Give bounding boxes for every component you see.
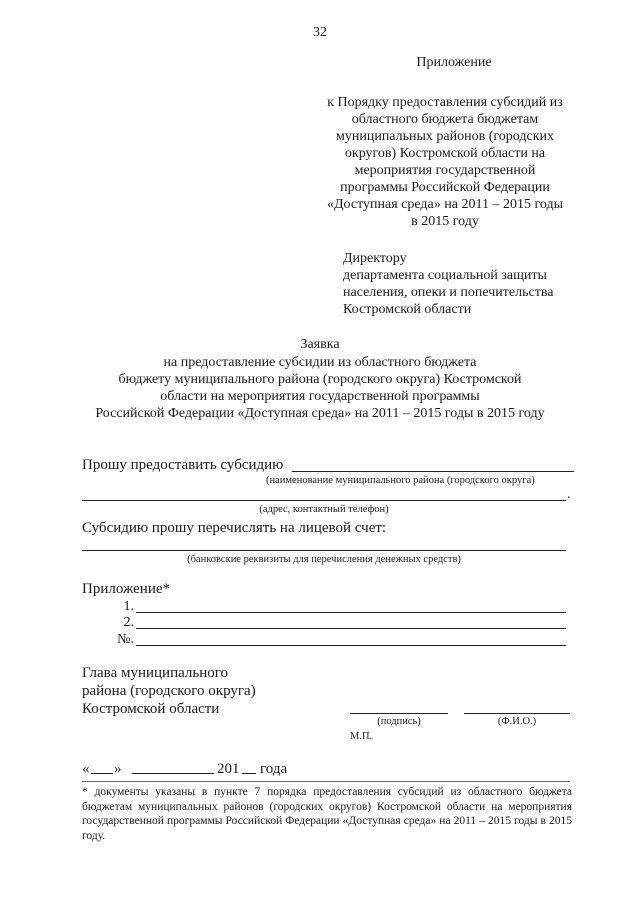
addressee-line: Костромской области <box>343 302 472 317</box>
signatory-line: района (городского округа) <box>82 683 256 699</box>
request-title: Заявка <box>300 337 340 352</box>
footnote-text: документы указаны в пункте 7 порядка предоставления субсидий из областного бюджета бюджетам муниципальных районов (городских округов) Костромской области на мероприятия государственной программы Российской Федерации «Доступная среда» на 2011 – 2015 годы в 2015 году. <box>82 786 573 842</box>
municipality-caption: (наименование муниципального района (городского округа) <box>266 475 535 486</box>
request-line: области на мероприятия государственной программы <box>160 389 480 404</box>
appendix-line: областного бюджета бюджетам <box>351 112 539 127</box>
page-number: 32 <box>313 25 327 40</box>
addressee-line: Директору <box>343 251 407 266</box>
date-open-quote: « <box>82 761 90 777</box>
address-period: . <box>567 487 571 502</box>
attachment-field[interactable] <box>136 645 566 646</box>
attachment-number: 2. <box>123 615 134 630</box>
year-field[interactable] <box>242 773 256 774</box>
bank-caption: (банковские реквизиты для перечисления денежных средств) <box>187 554 461 565</box>
footnote-divider <box>82 781 570 782</box>
footnote <box>82 785 572 843</box>
request-label: Прошу предоставить субсидию <box>82 457 284 473</box>
attachment-number: №. <box>117 632 134 647</box>
address-field[interactable] <box>82 500 566 501</box>
appendix-line: округов) Костромской области на <box>344 146 546 161</box>
signatory <box>82 664 322 718</box>
municipality-field[interactable] <box>292 471 574 472</box>
appendix-line: мероприятия государственной <box>354 163 536 178</box>
name-caption: (Ф.И.О.) <box>497 716 537 727</box>
year-prefix: 201 <box>217 761 240 777</box>
signatory-line: Глава муниципального <box>82 665 229 681</box>
bank-details-field[interactable] <box>82 550 566 551</box>
appendix-line: муниципальных районов (городских <box>335 129 555 144</box>
appendix-line: программы Российской Федерации <box>340 180 550 195</box>
appendix-text <box>300 94 590 230</box>
request-line: на предоставление субсидии из областного бюджета <box>163 355 477 370</box>
date-close-quote: » <box>114 761 122 777</box>
footnote-marker: * <box>82 786 88 798</box>
signatory-line: Костромской области <box>82 701 220 717</box>
signature-caption: (подпись) <box>377 716 421 727</box>
addressee <box>343 250 603 318</box>
appendix-line: к Порядку предоставления субсидий из <box>327 95 563 110</box>
addressee-line: населения, опеки и попечительства <box>343 285 554 300</box>
month-field[interactable] <box>132 773 214 774</box>
attachments-label: Приложение* <box>82 581 171 597</box>
appendix-title: Приложение <box>416 55 492 70</box>
day-field[interactable] <box>91 773 113 774</box>
attachment-number: 1. <box>123 599 134 614</box>
full-name-field[interactable] <box>464 713 570 714</box>
request-line: Российской Федерации «Доступная среда» на 2011 – 2015 годы в 2015 году <box>95 406 545 421</box>
attachment-field[interactable] <box>136 628 566 629</box>
appendix-line: «Доступная среда» на 2011 – 2015 годы <box>327 197 563 212</box>
account-label: Субсидию прошу перечислять на лицевой счет: <box>82 520 387 536</box>
address-caption: (адрес, контактный телефон) <box>259 504 389 515</box>
year-suffix: года <box>260 761 288 777</box>
request-text <box>40 354 600 422</box>
addressee-line: департамента социальной защиты <box>343 268 547 283</box>
signature-field[interactable] <box>350 713 448 714</box>
appendix-line: в 2015 году <box>411 214 479 229</box>
attachment-field[interactable] <box>136 612 566 613</box>
stamp-placeholder: М.П. <box>350 731 373 742</box>
request-line: бюджету муниципального района (городского округа) Костромской <box>118 372 522 387</box>
